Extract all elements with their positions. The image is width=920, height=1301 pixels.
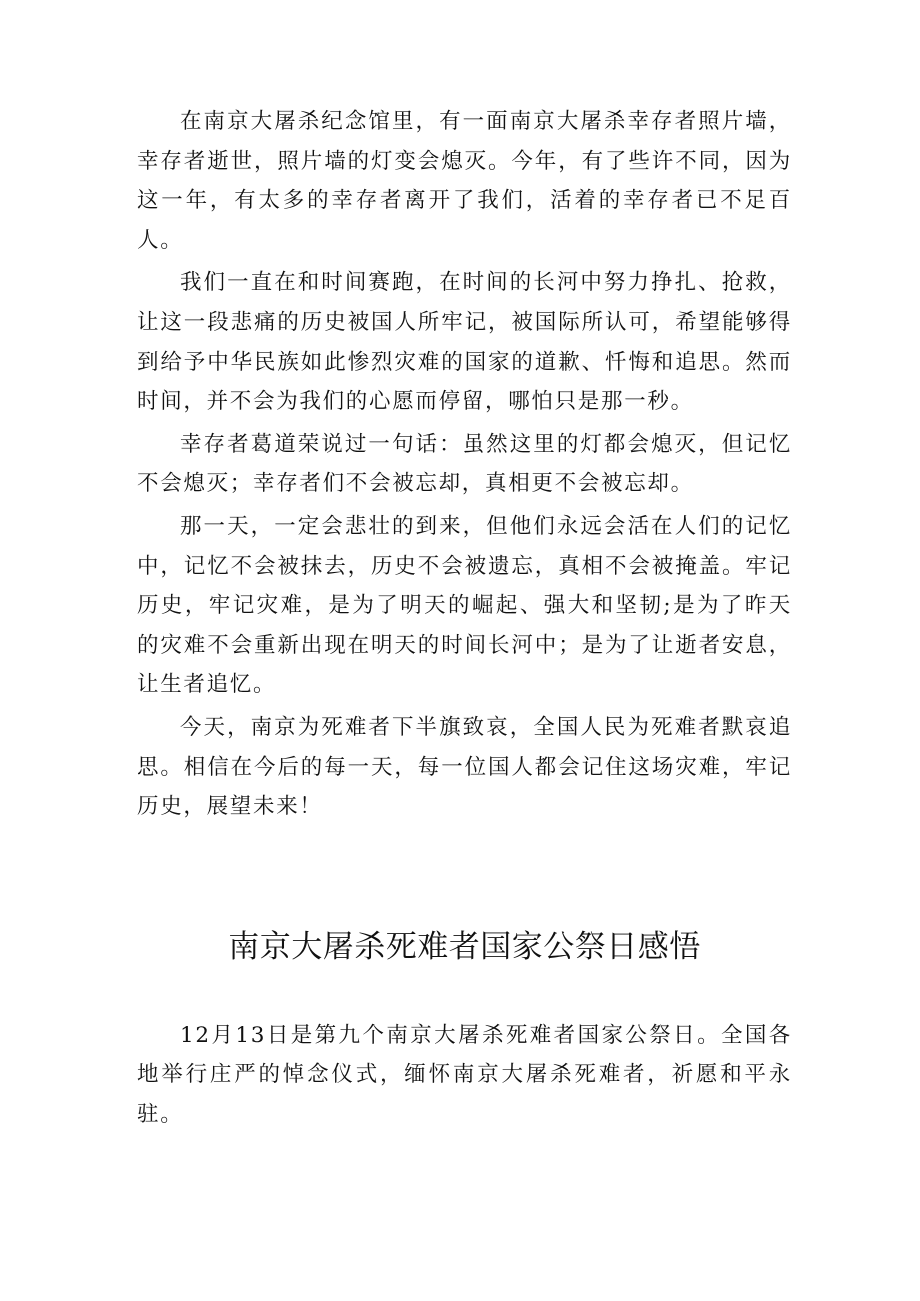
paragraph-today: 今天，南京为死难者下半旗致哀，全国人民为死难者默哀追思。相信在今后的每一天，每一位国人都会记住这场灾难，牢记历史，展望未来！ (137, 714, 792, 820)
paragraph-memorial-day: 12月13日是第九个南京大屠杀死难者国家公祭日。全国各地举行庄严的悼念仪式，缅怀南京大屠杀死难者，祈愿和平永驻。 (137, 1022, 792, 1127)
document-page (137, 102, 792, 1137)
section-2-body (137, 1016, 792, 1135)
paragraph-survivor-quote: 幸存者葛道荣说过一句话：虽然这里的灯都会熄灭，但记忆不会熄灭；幸存者们不会被忘却，真相更不会被忘却。 (137, 431, 792, 497)
paragraph-race-against-time: 我们一直在和时间赛跑，在时间的长河中努力挣扎、抢救，让这一段悲痛的历史被国人所牢记，被国际所认可，希望能够得到给予中华民族如此惨烈灾难的国家的道歉、忏悔和追思。然而时间，并不会为我们的心愿而停留，哪怕只是那一秒。 (137, 270, 792, 415)
paragraph-photo-wall: 在南京大屠杀纪念馆里，有一面南京大屠杀幸存者照片墙，幸存者逝世，照片墙的灯变会熄灭。今年，有了些许不同，因为这一年，有太多的幸存者离开了我们，活着的幸存者已不足百人。 (137, 109, 792, 253)
paragraph-that-day: 那一天，一定会悲壮的到来，但他们永远会活在人们的记忆中，记忆不会被抹去，历史不会被遗忘，真相不会被掩盖。牢记历史，牢记灾难，是为了明天的崛起、强大和坚韧;是为了昨天的灾难不会重新出现在明天的时间长河中；是为了让逝者安息，让生者追忆。 (137, 513, 792, 698)
section-heading: 南京大屠杀死难者国家公祭日感悟 (228, 928, 701, 965)
